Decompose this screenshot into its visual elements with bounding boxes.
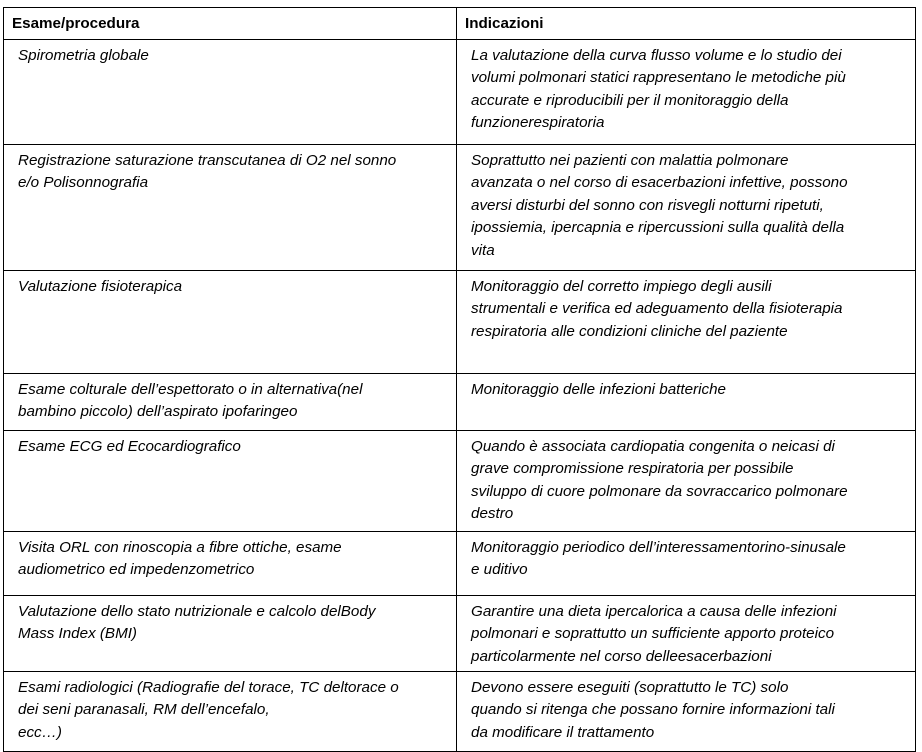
cell-esame [4,596,457,672]
indicazioni-text-line: vita [471,241,495,259]
table-row [4,596,916,672]
esame-text-line: e/o Polisonnografia [18,174,149,192]
indicazioni-text-line: Monitoraggio del corretto impiego degli ausili [471,278,772,295]
cell-indicazioni [457,596,916,672]
indicazioni-text-line: Quando è associata cardiopatia congenita o neicasi di [471,438,835,455]
esame-text-line: ecc…) [18,723,62,741]
cell-indicazioni [457,271,916,374]
esame-text-line: Visita ORL con rinoscopia a fibre ottiche, esame [18,539,342,556]
cell-esame [4,672,457,752]
indicazioni-text-line: La valutazione della curva flusso volume e lo studio dei [471,47,842,64]
indicazioni-text-line: polmonari e soprattutto un sufficiente apporto proteico [471,625,835,643]
indicazioni-text-line: quando si ritenga che possano fornire informazioni tali [471,701,835,719]
esame-text-line: Valutazione fisioterapica [18,278,183,295]
cell-esame [4,532,457,596]
esame-text-line: Registrazione saturazione transcutanea di O2 nel sonno [18,152,397,169]
esame-text-line: Esami radiologici (Radiografie del torace, TC deltorace o [18,679,399,696]
indicazioni-text-line: Soprattutto nei pazienti con malattia polmonare [471,152,789,169]
table-row [4,271,916,374]
cell-esame [4,431,457,532]
header-esame: Esame/procedura [4,8,457,40]
indicazioni-text-line: aversi disturbi del sonno con risvegli notturni ripetuti, [471,196,824,214]
table-row [4,431,916,532]
esame-text-line: Valutazione dello stato nutrizionale e calcolo delBody [18,603,376,620]
table-row [4,532,916,596]
indicazioni-text-line: strumentali e verifica ed adeguamento della fisioterapia [471,300,843,318]
cell-indicazioni [457,40,916,145]
table-row [4,40,916,145]
indicazioni-text-line: sviluppo di cuore polmonare da sovraccarico polmonare [471,482,848,500]
cell-esame [4,374,457,431]
indicazioni-text-line: Monitoraggio periodico dell’interessamentorino-sinusale [471,539,846,556]
indicazioni-text-line: avanzata o nel corso di esacerbazioni infettive, possono [471,174,848,192]
table-header-row [4,8,916,40]
table-row [4,374,916,431]
indicazioni-text-line: grave compromissione respiratoria per possibile [471,460,794,478]
esame-text-line: Spirometria globale [18,47,149,64]
indicazioni-text-line: funzionerespiratoria [471,114,605,132]
cell-indicazioni [457,374,916,431]
cell-indicazioni [457,431,916,532]
esame-text-line: Esame colturale dell’espettorato o in alternativa(nel [18,381,363,398]
cell-indicazioni [457,532,916,596]
esame-text-line: audiometrico ed impedenzometrico [18,561,255,579]
indicazioni-text-line: particolarmente nel corso delleesacerbazioni [471,647,772,665]
table-body [4,40,916,752]
indicazioni-text-line: accurate e riproducibili per il monitoraggio della [471,91,789,109]
esame-text-line: Esame ECG ed Ecocardiografico [18,438,241,455]
esame-text-line: Mass Index (BMI) [18,625,137,643]
procedures-table [3,7,916,752]
esame-text-line: bambino piccolo) dell’aspirato ipofaringeo [18,403,298,421]
indicazioni-text-line: respiratoria alle condizioni cliniche del paziente [471,322,788,340]
cell-esame [4,40,457,145]
indicazioni-text-line: ipossiemia, ipercapnia e ripercussioni sulla qualità della [471,219,845,237]
esame-text-line: dei seni paranasali, RM dell’encefalo, [18,701,270,719]
indicazioni-text-line: volumi polmonari statici rappresentano le metodiche più [471,69,846,87]
indicazioni-text-line: e uditivo [471,561,528,579]
indicazioni-text-line: destro [471,505,514,523]
header-indicazioni: Indicazioni [457,8,916,40]
cell-indicazioni [457,145,916,271]
indicazioni-text-line: Garantire una dieta ipercalorica a causa delle infezioni [471,603,837,620]
cell-esame [4,145,457,271]
cell-indicazioni [457,672,916,752]
cell-esame [4,271,457,374]
indicazioni-text-line: da modificare il trattamento [471,723,655,741]
table-row [4,145,916,271]
table-row [4,672,916,752]
indicazioni-text-line: Monitoraggio delle infezioni batteriche [471,381,726,398]
indicazioni-text-line: Devono essere eseguiti (soprattutto le TC) solo [471,679,789,696]
